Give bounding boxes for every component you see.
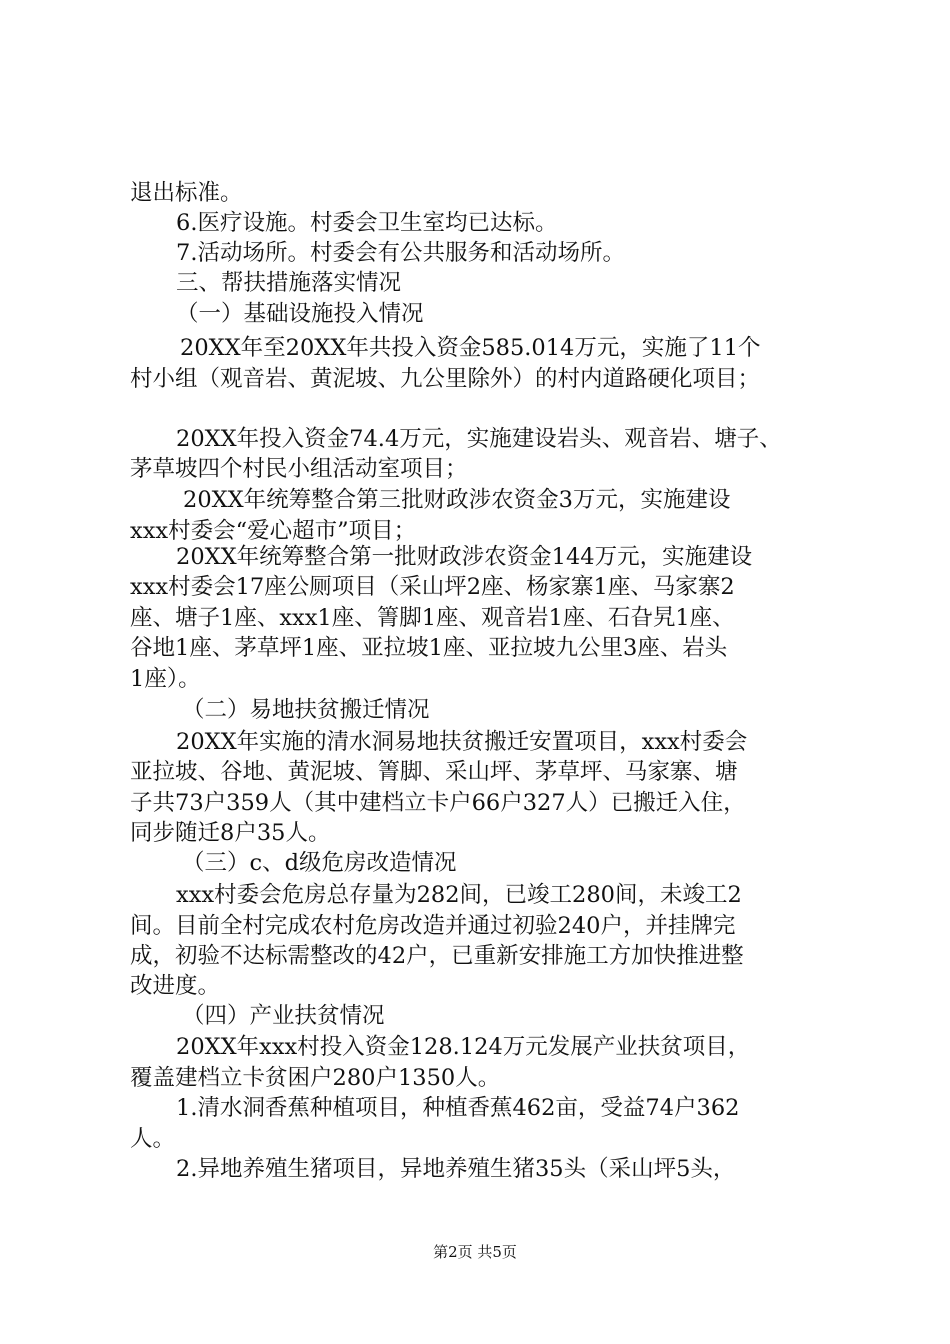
text-line: 6.医疗设施。村委会卫生室均已达标。 (176, 210, 558, 236)
text-line: xxx村委会“爱心超市”项目； (130, 518, 417, 544)
text-line: 20XX年统筹整合第一批财政涉农资金144万元，实施建设 (176, 544, 753, 570)
text-line: 覆盖建档立卡贫困户280户1350人。 (130, 1065, 501, 1091)
text-line: 间。目前全村完成农村危房改造并通过初验240户，并挂牌完 (130, 913, 736, 939)
text-line: 20XX年至20XX年共投入资金585.014万元，实施了11个 (180, 335, 761, 361)
subsection-heading: （三）c、d级危房改造情况 (182, 850, 457, 876)
text-line: 同步随迁8户35人。 (130, 820, 331, 846)
page-number-footer: 第2页 共5页 (433, 1243, 517, 1261)
text-line: 20XX年xxx村投入资金128.124万元发展产业扶贫项目， (176, 1034, 751, 1060)
text-line: 改进度。 (130, 973, 221, 999)
text-line: 茅草坡四个村民小组活动室项目； (130, 456, 468, 482)
text-line: 人。 (130, 1126, 176, 1152)
text-line: 退出标准。 (130, 180, 243, 206)
text-line: 座、塘子1座、xxx1座、箐脚1座、观音岩1座、石旮旯1座、 (130, 605, 735, 631)
subsection-heading: （二）易地扶贫搬迁情况 (182, 697, 430, 723)
text-line: 村小组（观音岩、黄泥坡、九公里除外）的村内道路硬化项目； (130, 366, 761, 392)
text-line: 7.活动场所。村委会有公共服务和活动场所。 (176, 240, 625, 266)
text-line: 2.异地养殖生猪项目，异地养殖生猪35头（采山坪5头， (176, 1156, 736, 1182)
text-line: 20XX年实施的清水洞易地扶贫搬迁安置项目，xxx村委会 (176, 729, 748, 755)
text-line: xxx村委会17座公厕项目（采山坪2座、杨家寨1座、马家寨2 (130, 574, 735, 600)
section-heading: 三、帮扶措施落实情况 (176, 270, 402, 296)
subsection-heading: （一）基础设施投入情况 (176, 301, 424, 327)
subsection-heading: （四）产业扶贫情况 (182, 1003, 385, 1029)
text-line: xxx村委会危房总存量为282间，已竣工280间，未竣工2 (176, 882, 742, 908)
text-line: 1座）。 (130, 666, 201, 692)
text-line: 20XX年统筹整合第三批财政涉农资金3万元，实施建设 (183, 487, 731, 513)
text-line: 子共73户359人（其中建档立卡户66户327人）已搬迁入住， (130, 790, 746, 816)
text-line: 亚拉坡、谷地、黄泥坡、箐脚、采山坪、茅草坪、马家寨、塘 (130, 759, 738, 785)
text-line: 谷地1座、茅草坪1座、亚拉坡1座、亚拉坡九公里3座、岩头 (130, 635, 728, 661)
text-line: 1.清水洞香蕉种植项目，种植香蕉462亩，受益74户362 (176, 1095, 740, 1121)
text-line: 成，初验不达标需整改的42户，已重新安排施工方加快推进整 (130, 943, 744, 969)
text-line: 20XX年投入资金74.4万元，实施建设岩头、观音岩、塘子、 (176, 426, 782, 452)
